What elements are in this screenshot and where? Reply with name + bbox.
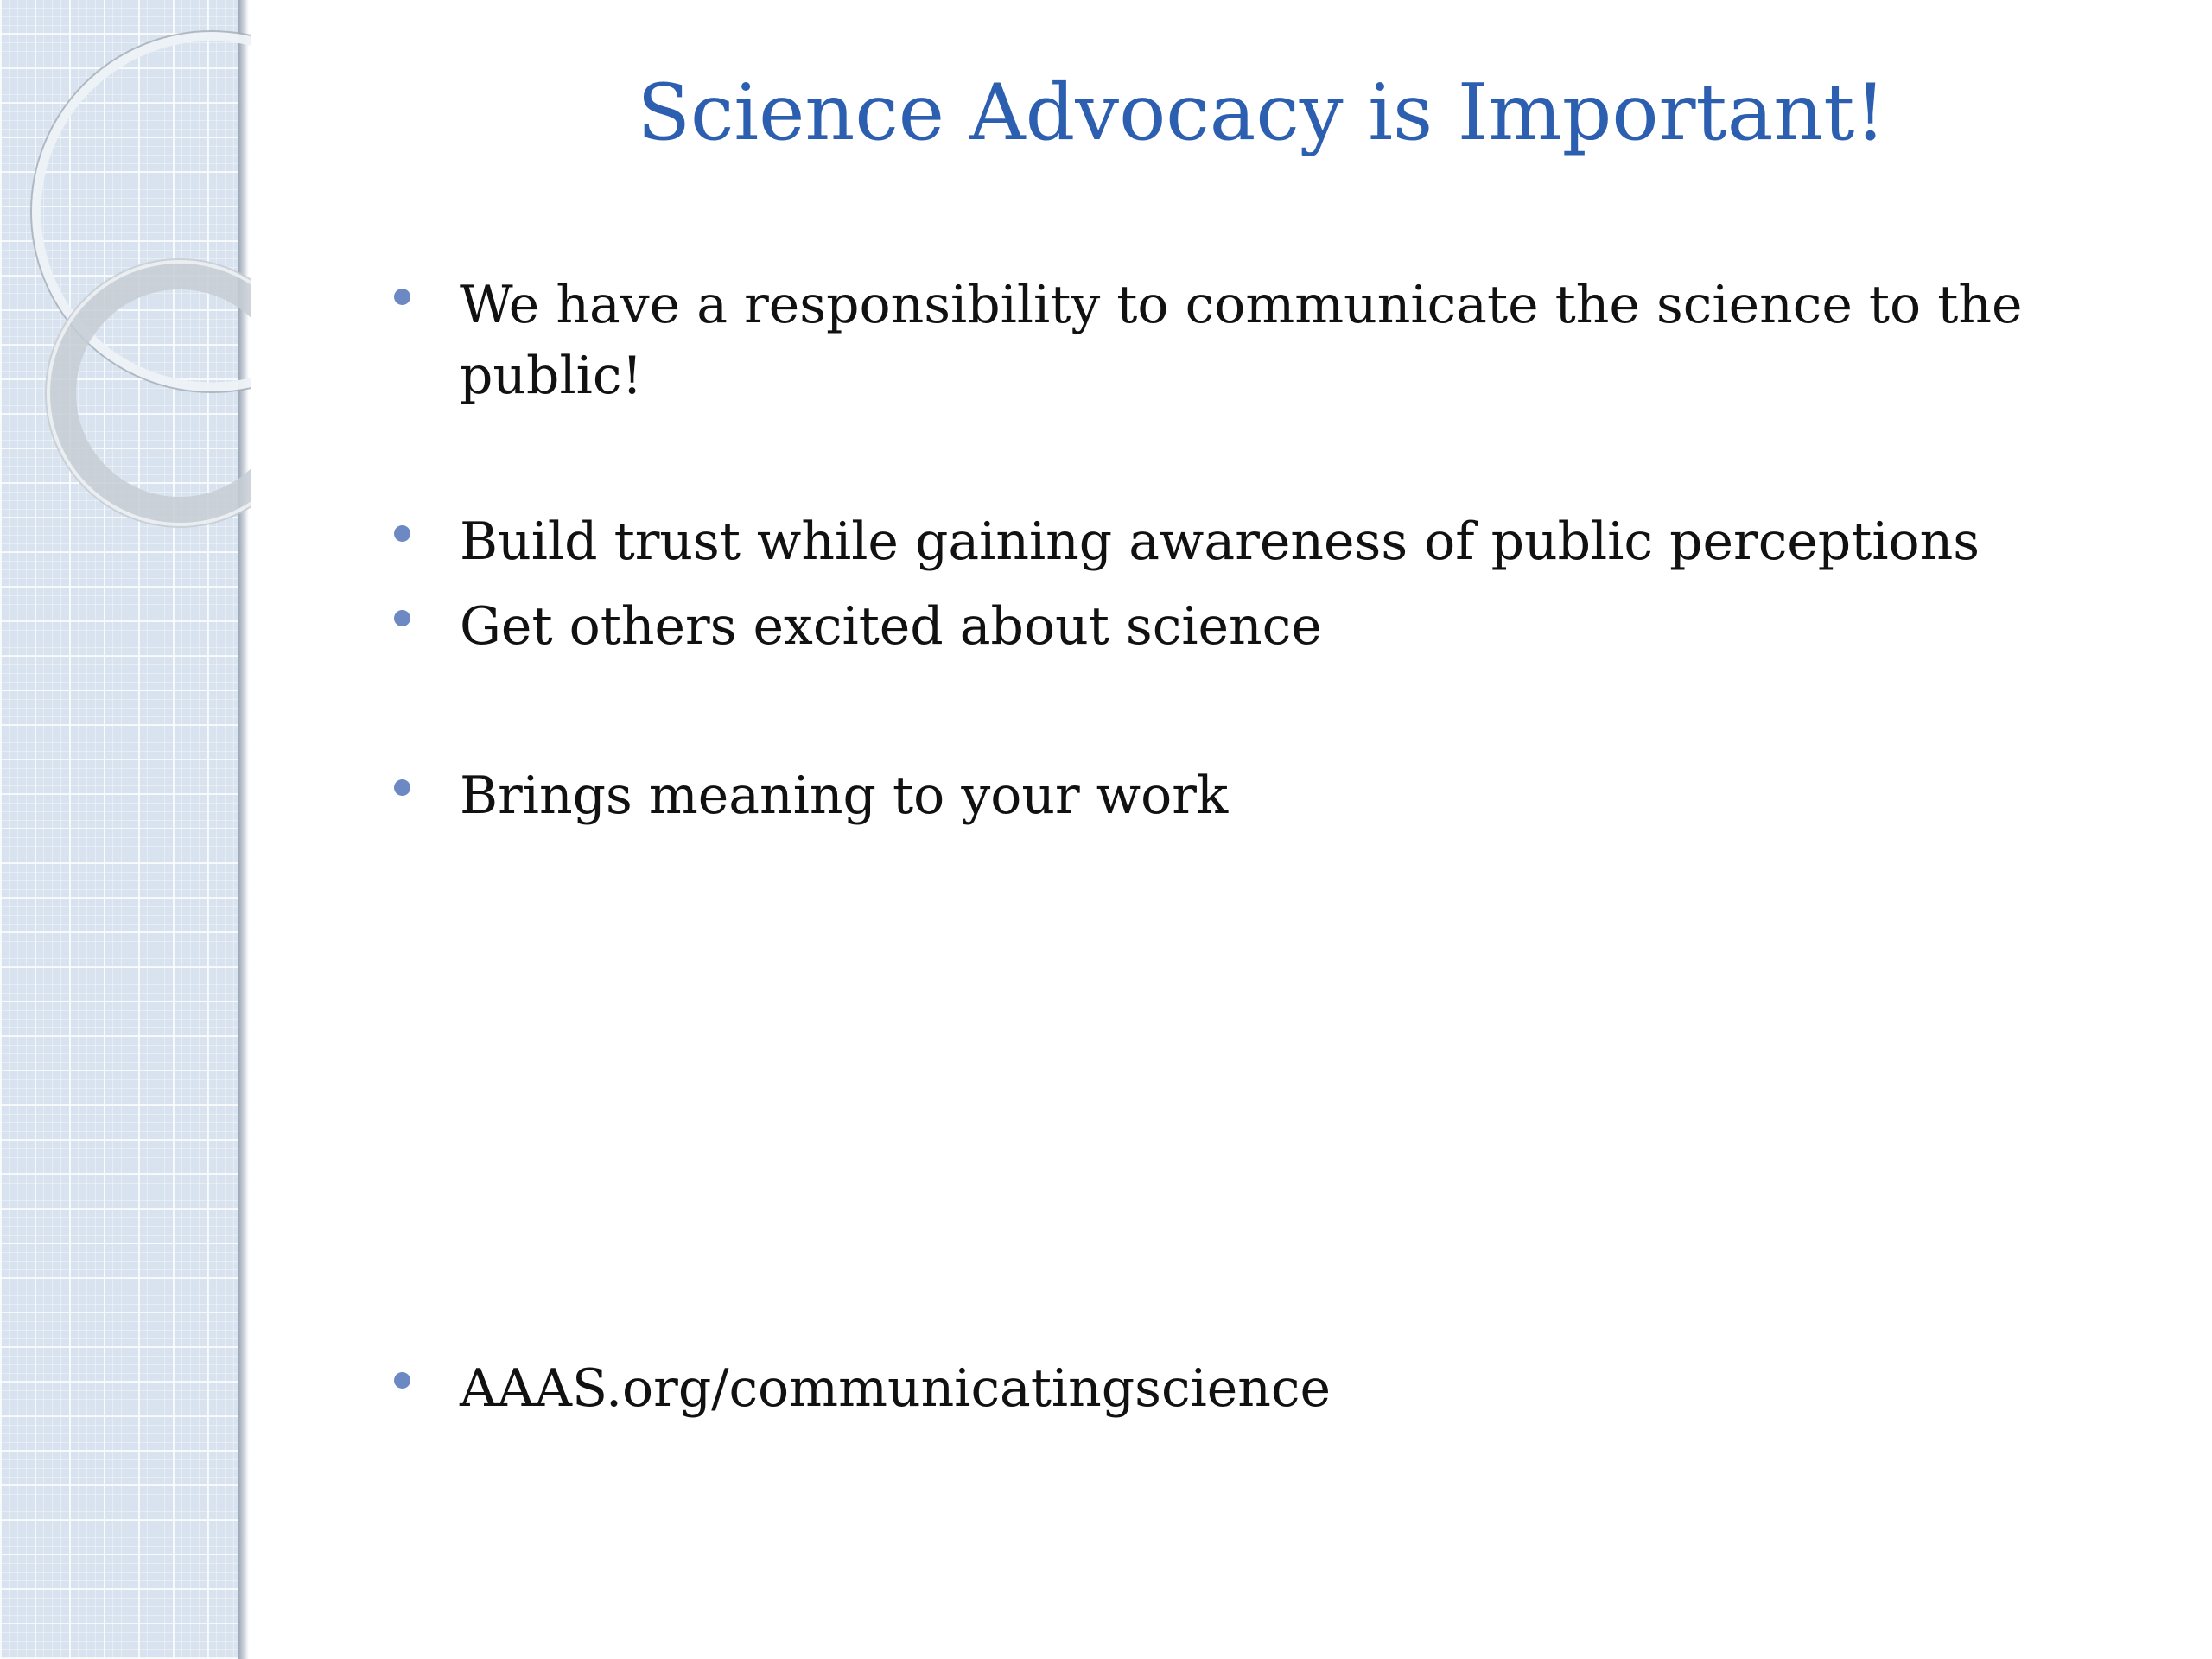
- bullet-dot-icon: [394, 289, 410, 305]
- bullet-item: [394, 270, 2079, 411]
- bullet-text: Brings meaning to your work: [460, 766, 1229, 826]
- bullet-item: [394, 1353, 2079, 1424]
- bullet-dot-icon: [394, 779, 410, 796]
- bullet-text: We have a responsibility to communicate the science to the public!: [460, 275, 2023, 406]
- bullet-dot-icon: [394, 1372, 410, 1389]
- bullet-item: [394, 591, 2079, 662]
- slide-title: Science Advocacy is Important!: [637, 67, 1886, 158]
- bullet-text: Build trust while gaining awareness of public perceptions: [460, 512, 1980, 572]
- bullet-text: Get others excited about science: [460, 596, 1322, 657]
- bullet-item: [394, 506, 2079, 577]
- bullet-dot-icon: [394, 525, 410, 542]
- bullet-dot-icon: [394, 610, 410, 626]
- bullet-text: AAAS.org/communicatingscience: [460, 1358, 1332, 1419]
- bullet-item: [394, 760, 2079, 831]
